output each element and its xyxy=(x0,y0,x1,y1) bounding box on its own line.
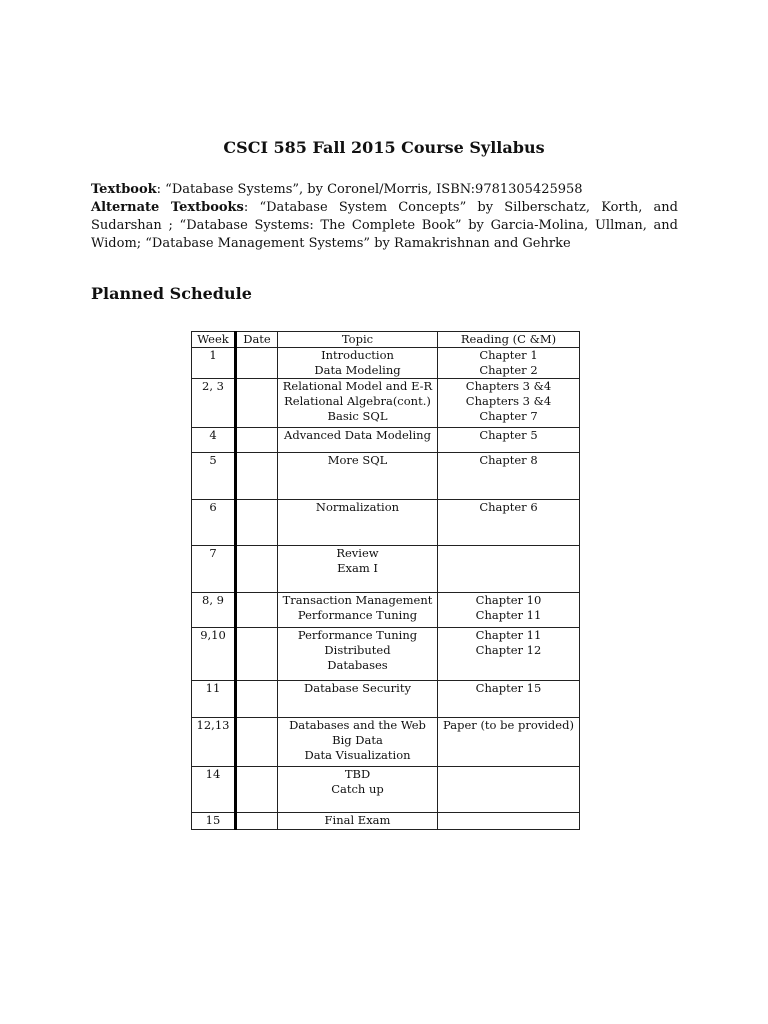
topic-cell xyxy=(278,453,438,500)
topic-line: Database Security xyxy=(304,681,411,695)
header-week: Week xyxy=(192,332,236,348)
week-cell: 1 xyxy=(192,348,236,379)
table-row xyxy=(192,379,580,428)
reading-cell xyxy=(438,593,580,628)
reading-cell xyxy=(438,379,580,428)
reading-cell xyxy=(438,500,580,546)
topic-line: Final Exam xyxy=(324,813,391,827)
reading-line: Chapter 11 xyxy=(475,628,542,642)
reading-cell xyxy=(438,718,580,767)
topic-line: Performance Tuning xyxy=(297,628,418,642)
table-row xyxy=(192,813,580,830)
reading-cell xyxy=(438,348,580,379)
topic-line: Catch up xyxy=(331,782,384,796)
topic-line: Exam I xyxy=(337,561,378,575)
table-row xyxy=(192,593,580,628)
table-row xyxy=(192,718,580,767)
alternate-textbooks-text: : “Database System Concepts” by Silberschatz, Korth, and Sudarshan ; “Database Systems: The Complete Book” by Garcia-Molina, Ullman, and Widom; “Database Management Systems” by Ramakrishnan and Gehrke xyxy=(91,200,678,251)
textbook-references xyxy=(91,181,678,253)
schedule-body xyxy=(192,348,580,830)
reading-cell xyxy=(438,681,580,718)
date-cell xyxy=(236,379,278,428)
topic-line: Databases xyxy=(327,658,388,672)
date-cell xyxy=(236,348,278,379)
schedule-table xyxy=(191,331,580,830)
table-row xyxy=(192,681,580,718)
reading-line: Chapters 3 &4 xyxy=(465,379,552,393)
table-row xyxy=(192,500,580,546)
week-cell: 4 xyxy=(192,428,236,453)
topic-line: Relational Algebra(cont.) xyxy=(284,394,431,408)
reading-line: Chapter 1 xyxy=(479,348,538,362)
reading-line: Chapter 15 xyxy=(475,681,542,695)
table-row xyxy=(192,348,580,379)
date-cell xyxy=(236,500,278,546)
topic-line: Advanced Data Modeling xyxy=(284,428,431,442)
topic-line: Normalization xyxy=(315,500,400,514)
topic-cell xyxy=(278,593,438,628)
week-cell: 14 xyxy=(192,767,236,813)
table-row xyxy=(192,428,580,453)
week-cell: 8, 9 xyxy=(192,593,236,628)
week-cell: 15 xyxy=(192,813,236,830)
table-row xyxy=(192,628,580,681)
reading-line: Chapter 10 xyxy=(475,593,542,607)
date-cell xyxy=(236,767,278,813)
textbook-text: : “Database Systems”, by Coronel/Morris, ISBN:9781305425958 xyxy=(156,182,583,197)
topic-cell xyxy=(278,813,438,830)
topic-cell xyxy=(278,681,438,718)
reading-cell xyxy=(438,546,580,593)
alternate-textbooks-label: Alternate Textbooks xyxy=(91,200,244,215)
page-title: CSCI 585 Fall 2015 Course Syllabus xyxy=(223,138,545,157)
topic-line: Big Data xyxy=(332,733,383,747)
header-reading: Reading (C &M) xyxy=(438,332,580,348)
reading-line: Chapter 7 xyxy=(479,409,538,423)
date-cell xyxy=(236,428,278,453)
reading-line: Paper (to be provided) xyxy=(443,718,574,732)
header-topic: Topic xyxy=(278,332,438,348)
reading-cell xyxy=(438,813,580,830)
header-date: Date xyxy=(236,332,278,348)
week-cell: 7 xyxy=(192,546,236,593)
week-cell: 2, 3 xyxy=(192,379,236,428)
week-cell: 5 xyxy=(192,453,236,500)
topic-line: Introduction xyxy=(321,348,394,362)
topic-cell xyxy=(278,718,438,767)
reading-cell xyxy=(438,767,580,813)
week-cell: 12,13 xyxy=(192,718,236,767)
reading-line: Chapter 12 xyxy=(475,643,542,657)
date-cell xyxy=(236,718,278,767)
table-row xyxy=(192,767,580,813)
date-cell xyxy=(236,681,278,718)
week-cell: 6 xyxy=(192,500,236,546)
topic-line: Basic SQL xyxy=(327,409,388,423)
textbook-label: Textbook xyxy=(91,182,157,197)
topic-line: Review xyxy=(336,546,379,560)
reading-line: Chapters 3 &4 xyxy=(465,394,552,408)
date-cell xyxy=(236,628,278,681)
topic-line: Distributed xyxy=(324,643,391,657)
reading-line: Chapter 5 xyxy=(479,428,538,442)
reading-line: Chapter 2 xyxy=(479,363,538,377)
reading-line: Chapter 8 xyxy=(479,453,538,467)
topic-cell xyxy=(278,500,438,546)
week-cell: 11 xyxy=(192,681,236,718)
date-cell xyxy=(236,593,278,628)
topic-line: More SQL xyxy=(327,453,388,467)
date-cell xyxy=(236,546,278,593)
topic-cell xyxy=(278,348,438,379)
topic-cell xyxy=(278,628,438,681)
reading-cell xyxy=(438,428,580,453)
reading-line: Chapter 6 xyxy=(479,500,538,514)
table-row xyxy=(192,546,580,593)
reading-line: Chapter 11 xyxy=(475,608,542,622)
topic-cell xyxy=(278,546,438,593)
table-header-row xyxy=(192,332,580,348)
reading-cell xyxy=(438,453,580,500)
reading-cell xyxy=(438,628,580,681)
topic-line: Data Visualization xyxy=(304,748,411,762)
topic-line: Data Modeling xyxy=(314,363,401,377)
topic-line: Relational Model and E-R xyxy=(282,379,433,393)
topic-line: Databases and the Web xyxy=(289,718,426,732)
topic-cell xyxy=(278,428,438,453)
date-cell xyxy=(236,453,278,500)
table-row xyxy=(192,453,580,500)
week-cell: 9,10 xyxy=(192,628,236,681)
topic-line: Performance Tuning xyxy=(297,608,418,622)
topic-cell xyxy=(278,767,438,813)
section-title: Planned Schedule xyxy=(91,284,252,303)
topic-cell xyxy=(278,379,438,428)
topic-line: Transaction Management xyxy=(282,593,433,607)
topic-line: TBD xyxy=(344,767,371,781)
date-cell xyxy=(236,813,278,830)
